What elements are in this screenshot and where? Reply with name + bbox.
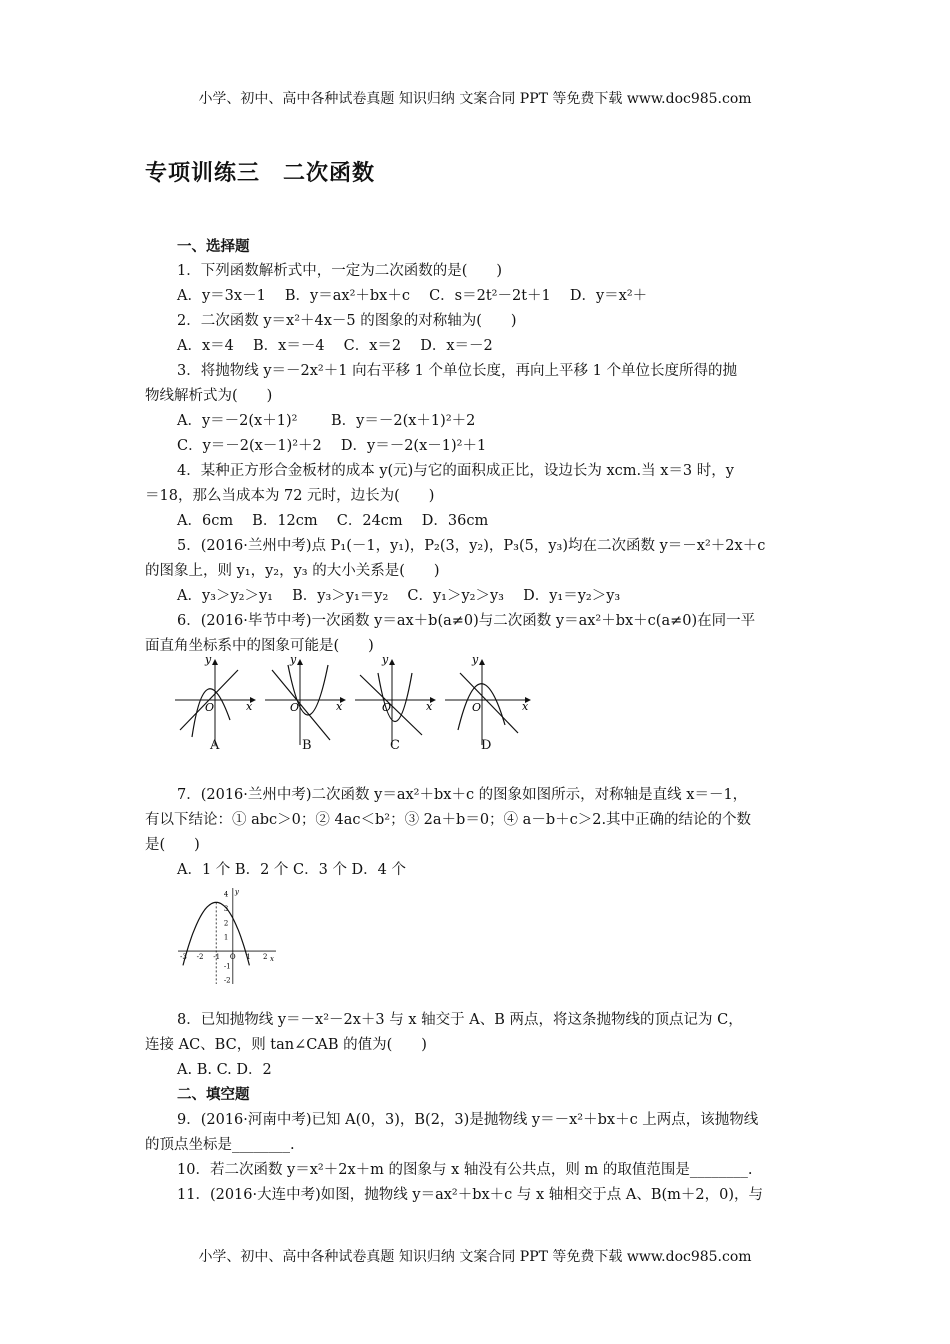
- q10-stem: 10．若二次函数 y＝x²＋2x＋m 的图象与 x 轴没有公共点，则 m 的取值范围是________.: [177, 1162, 753, 1178]
- q6-a-x-label: x: [246, 700, 253, 713]
- q7-x-tick-label: 1: [246, 953, 251, 962]
- q7-y-tick-label: -1: [223, 962, 231, 971]
- q7-y-tick-label: 2: [223, 919, 229, 928]
- q8-stem-line2: 连接 AC、BC，则 tan∠CAB 的值为( ): [145, 1037, 427, 1053]
- q4-stem-line1: 4．某种正方形合金板材的成本 y(元)与它的面积成正比，设边长为 xcm.当 x＝3 时，y: [177, 463, 734, 479]
- footer-banner: 小学、初中、高中各种试卷真题 知识归纳 文案合同 PPT 等免费下载 www.doc985.com: [198, 1249, 752, 1265]
- q7-stem-line3: 是( ): [145, 837, 200, 853]
- q6-label-d: D: [481, 738, 492, 753]
- q6-c-y-label: y: [382, 655, 389, 666]
- q5-options: A．y₃＞y₂＞y₁ B．y₃＞y₁＝y₂ C．y₁＞y₂＞y₃ D．y₁＝y₂＞y₃: [177, 588, 621, 604]
- q5-stem-line1: 5．(2016·兰州中考)点 P₁(－1，y₁)，P₂(3，y₂)，P₃(5，y₃)均在二次函数 y＝－x²＋2x＋c: [177, 538, 766, 554]
- q7-y-tick-label: 3: [223, 905, 229, 914]
- q7-parabola-chart: [172, 882, 282, 990]
- q9-stem-line1: 9．(2016·河南中考)已知 A(0，3)，B(2，3)是抛物线 y＝－x²＋bx＋c 上两点，该抛物线: [177, 1112, 759, 1128]
- q1-options: A．y＝3x－1 B．y＝ax²＋bx＋c C．s＝2t²－2t＋1 D．y＝x²＋: [177, 288, 648, 304]
- q3-options-line2: C．y＝－2(x－1)²＋2 D．y＝－2(x－1)²＋1: [177, 438, 487, 454]
- q9-stem-line2: 的顶点坐标是________.: [145, 1137, 295, 1153]
- q7-stem-line2: 有以下结论：① abc＞0；② 4ac＜b²；③ 2a＋b＝0；④ a－b＋c＞2.其中正确的结论的个数: [145, 812, 752, 828]
- q6-stem-line2: 面直角坐标系中的图象可能是( ): [145, 638, 374, 654]
- q6-c-x-label: x: [426, 700, 433, 713]
- q3-stem-line2: 物线解析式为( ): [145, 388, 273, 404]
- q6-stem-line1: 6．(2016·毕节中考)一次函数 y＝ax＋b(a≠0)与二次函数 y＝ax²＋bx＋c(a≠0)在同一平: [177, 613, 756, 629]
- section-fill-heading: 二、填空题: [177, 1086, 250, 1103]
- q2-stem: 2．二次函数 y＝x²＋4x－5 的图象的对称轴为( ): [177, 313, 517, 329]
- q6-d-y-label: y: [472, 655, 479, 666]
- q6-b-x-label: x: [336, 700, 343, 713]
- header-banner: 小学、初中、高中各种试卷真题 知识归纳 文案合同 PPT 等免费下载 www.doc985.com: [198, 91, 752, 107]
- q6-c-origin: O: [382, 701, 392, 714]
- q6-label-c: C: [390, 738, 400, 753]
- section-choice-heading: 一、选择题: [177, 238, 250, 255]
- q7-x-tick-label: -1: [213, 953, 221, 962]
- q7-x-tick-label: O: [229, 953, 236, 962]
- q6-b-y-label: y: [290, 655, 297, 666]
- q5-stem-line2: 的图象上，则 y₁，y₂，y₃ 的大小关系是( ): [145, 563, 440, 579]
- q6-d-x-label: x: [522, 700, 529, 713]
- q6-b-origin: O: [290, 701, 300, 714]
- q4-options: A．6cm B．12cm C．24cm D．36cm: [177, 513, 489, 529]
- q6-a-y-label: y: [205, 655, 212, 666]
- q6-a-origin: O: [205, 701, 215, 714]
- q7-x-tick-label: -3: [179, 953, 187, 962]
- q7-y-tick-label: 1: [223, 933, 229, 942]
- q11-stem: 11．(2016·大连中考)如图，抛物线 y＝ax²＋bx＋c 与 x 轴相交于点 A、B(m＋2，0)，与: [177, 1187, 764, 1203]
- q6-graph-d: [445, 655, 530, 745]
- q2-options: A．x＝4 B．x＝－4 C．x＝2 D．x＝－2: [177, 338, 493, 354]
- q7-x-tick-label: -2: [196, 953, 204, 962]
- q6-label-b: B: [302, 738, 312, 753]
- q7-x-tick-label: 2: [263, 953, 268, 962]
- q8-stem-line1: 8．已知抛物线 y＝－x²－2x＋3 与 x 轴交于 A、B 两点，将这条抛物线的顶点记为 C，: [177, 1012, 743, 1028]
- q7-y-tick-label: -2: [223, 976, 231, 985]
- q6-graph-a: [175, 655, 255, 745]
- q6-label-a: A: [210, 738, 220, 753]
- q7-x-axis-label: x: [270, 955, 274, 964]
- page-title: 专项训练三 二次函数: [145, 160, 376, 186]
- q7-y-axis-label: y: [234, 888, 239, 896]
- q8-options: A. B. C. D．2: [177, 1062, 272, 1078]
- q4-stem-line2: ＝18，那么当成本为 72 元时，边长为( ): [145, 488, 435, 504]
- q3-stem-line1: 3．将抛物线 y＝－2x²＋1 向右平移 1 个单位长度，再向上平移 1 个单位长度所得的抛: [177, 363, 737, 379]
- q7-stem-line1: 7．(2016·兰州中考)二次函数 y＝ax²＋bx＋c 的图象如图所示，对称轴是直线 x＝－1，: [177, 787, 748, 803]
- q7-options: A．1 个 B．2 个 C．3 个 D．4 个: [177, 862, 407, 878]
- q6-graph-c: [355, 655, 435, 745]
- q3-options-line1: A．y＝－2(x＋1)² B．y＝－2(x＋1)²＋2: [177, 413, 476, 429]
- q6-graph-b: [265, 655, 345, 745]
- q7-y-tick-label: 4: [223, 890, 229, 899]
- q6-d-origin: O: [472, 701, 482, 714]
- q1-stem: 1．下列函数解析式中，一定为二次函数的是( ): [177, 263, 503, 279]
